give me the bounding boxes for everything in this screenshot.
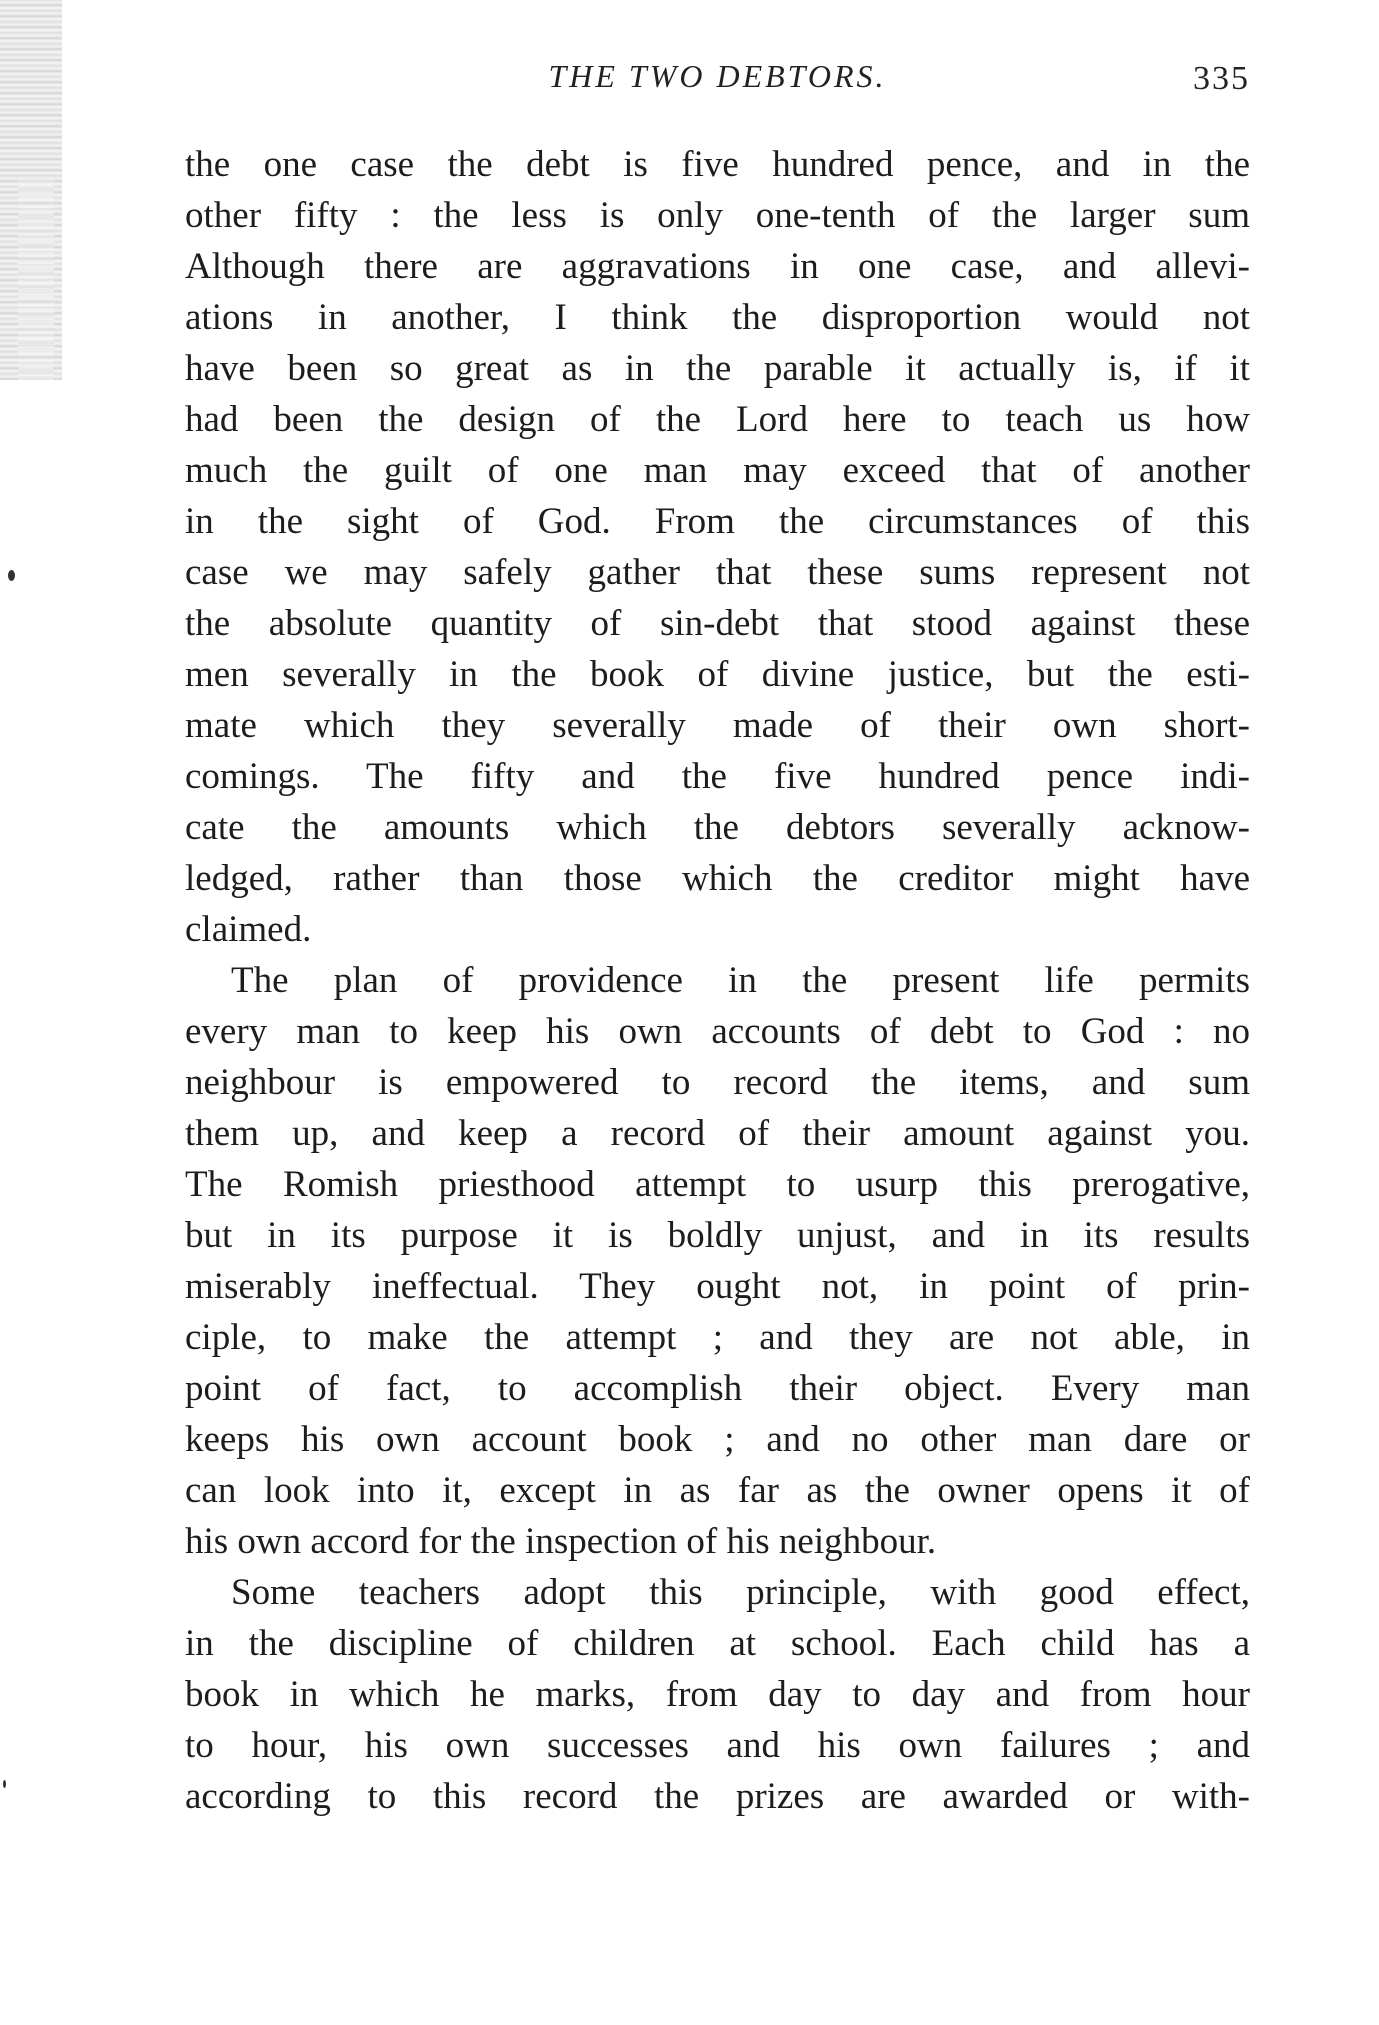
text-line: neighbour is empowered to record the items, and sum (185, 1062, 1250, 1103)
text-line: miserably ineffectual. They ought not, in point of prin- (185, 1266, 1250, 1307)
text-line: Some teachers adopt this principle, with good effect, (231, 1572, 1250, 1613)
text-line: men severally in the book of divine justice, but the esti- (185, 654, 1250, 695)
text-line: Although there are aggravations in one case, and allevi- (185, 246, 1250, 287)
page-number: 335 (1193, 60, 1250, 97)
text-line: have been so great as in the parable it actually is, if it (185, 348, 1250, 389)
text-line: according to this record the prizes are awarded or with- (185, 1776, 1250, 1817)
text-line: keeps his own account book ; and no other man dare or (185, 1419, 1250, 1460)
text-line: the absolute quantity of sin-debt that stood against these (185, 603, 1250, 644)
text-line: but in its purpose it is boldly unjust, and in its results (185, 1215, 1250, 1256)
text-line: them up, and keep a record of their amount against you. (185, 1113, 1250, 1154)
text-line: had been the design of the Lord here to teach us how (185, 399, 1250, 440)
text-line: mate which they severally made of their own short- (185, 705, 1250, 746)
body-text (185, 139, 1250, 1822)
text-line: much the guilt of one man may exceed that of another (185, 450, 1250, 491)
text-line: The plan of providence in the present life permits (231, 960, 1250, 1001)
ink-speck (8, 570, 15, 581)
text-line: book in which he marks, from day to day and from hour (185, 1674, 1250, 1715)
text-line: his own accord for the inspection of his neighbour. (185, 1521, 937, 1562)
text-line: other fifty : the less is only one-tenth of the larger sum (185, 195, 1250, 236)
paragraph (185, 955, 1250, 1567)
text-line: the one case the debt is five hundred pence, and in the (185, 144, 1250, 185)
text-line: every man to keep his own accounts of debt to God : no (185, 1011, 1250, 1052)
text-line: ations in another, I think the disproportion would not (185, 297, 1250, 338)
text-line: can look into it, except in as far as the owner opens it of (185, 1470, 1250, 1511)
binding-gutter-fade (18, 180, 54, 380)
paragraph (185, 1567, 1250, 1822)
text-line: ledged, rather than those which the creditor might have (185, 858, 1250, 899)
ink-speck (3, 1780, 6, 1788)
text-line: in the discipline of children at school. Each child has a (185, 1623, 1250, 1664)
text-line: point of fact, to accomplish their object. Every man (185, 1368, 1250, 1409)
text-line: claimed. (185, 909, 312, 950)
text-line: in the sight of God. From the circumstances of this (185, 501, 1250, 542)
text-line: ciple, to make the attempt ; and they are not able, in (185, 1317, 1250, 1358)
text-line: The Romish priesthood attempt to usurp this prerogative, (185, 1164, 1250, 1205)
text-line: cate the amounts which the debtors severally acknow- (185, 807, 1250, 848)
running-title: THE TWO DEBTORS. (548, 58, 887, 94)
text-line: case we may safely gather that these sums represent not (185, 552, 1250, 593)
text-line: comings. The fifty and the five hundred pence indi- (185, 756, 1250, 797)
paragraph (185, 139, 1250, 955)
text-line: to hour, his own successes and his own failures ; and (185, 1725, 1250, 1766)
running-header (185, 58, 1250, 108)
